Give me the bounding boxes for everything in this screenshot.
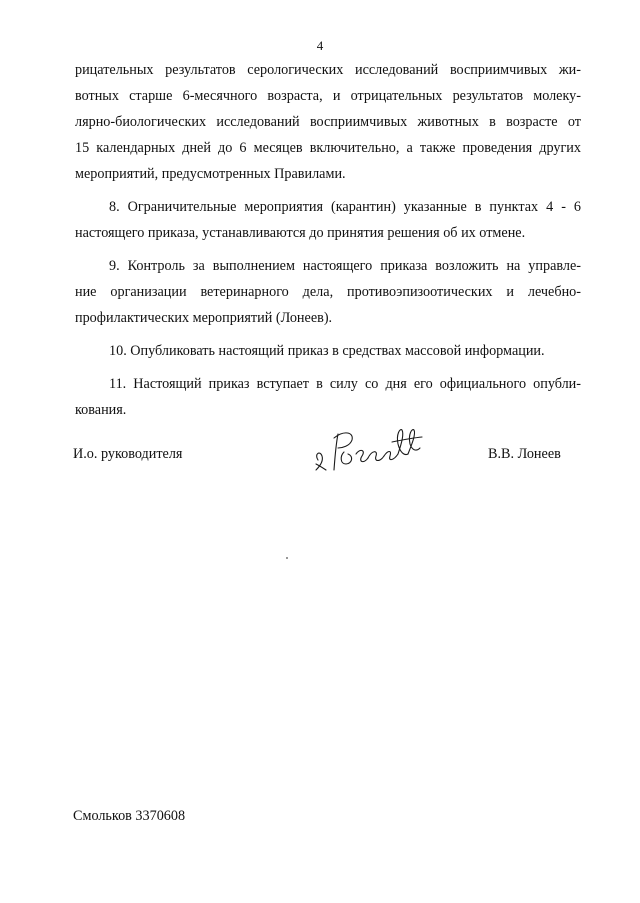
signatory-name: В.В. Лонеев [488,446,561,462]
text-line: кования. [75,402,127,418]
paragraph-item-8 [75,194,581,246]
handwritten-signature [308,420,428,480]
text-line: 9. Контроль за выполнением настоящего приказа возложить на управле- [109,258,581,274]
text-line: профилактических мероприятий (Лонеев). [75,310,333,326]
text-line: настоящего приказа, устанавливаются до принятия решения об их отмене. [75,225,526,241]
paragraph-item-11 [75,371,581,423]
text-line: рицательных результатов серологических исследований восприимчивых жи- [75,62,581,78]
text-line: вотных старше 6-месячного возраста, и отрицательных результатов молеку- [75,88,581,104]
executor-code: Смольков 3370608 [73,808,186,824]
paragraph-item-10 [75,338,581,364]
paragraph-continuation [75,57,581,187]
paragraph-item-9 [75,253,581,331]
page-number: 4 [316,38,324,53]
document-body [75,57,581,423]
text-line: 11. Настоящий приказ вступает в силу со дня его официального опубли- [109,376,581,392]
text-line: ние организации ветеринарного дела, противоэпизоотических и лечебно- [75,284,581,300]
scan-speck [286,557,288,559]
signatory-role: И.о. руководителя [73,446,183,462]
text-line: 15 календарных дней до 6 месяцев включительно, а также проведения других [75,140,581,156]
text-line: 10. Опубликовать настоящий приказ в средствах массовой информации. [109,343,545,359]
text-line: 8. Ограничительные мероприятия (карантин) указанные в пунктах 4 - 6 [109,199,581,215]
text-line: мероприятий, предусмотренных Правилами. [75,166,346,182]
text-line: лярно-биологических исследований восприимчивых животных в возрасте от [75,114,581,130]
